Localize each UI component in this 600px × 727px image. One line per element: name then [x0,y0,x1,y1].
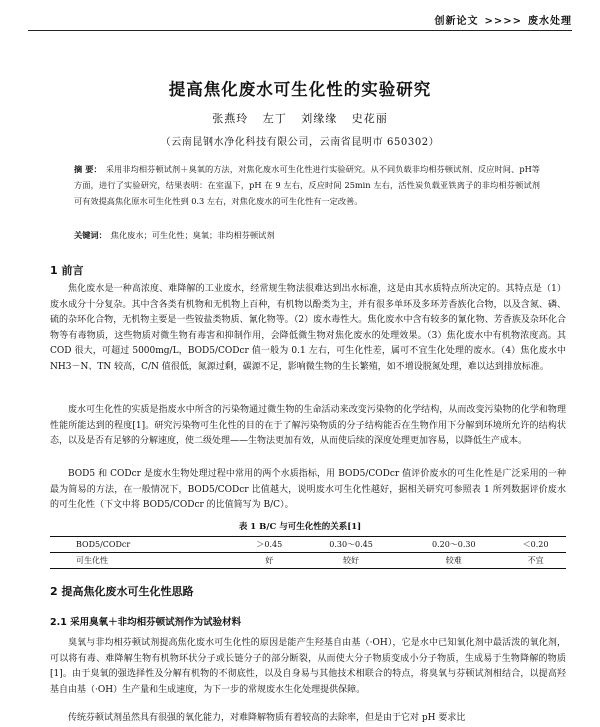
table-cell: 较难 [402,553,505,569]
paragraph-intro: 焦化废水是一种高浓度、难降解的工业废水，经常规生物法很难达到出水标准，这是由其水质特点所决定的。其特点是（1）废水成分十分复杂。其中含各类有机物和无机物上百种，有机物以酚类为主，并有很多单环及多环芳香族化合物，以及含氮、磷、硫的杂环化合物，无机物主要是一些铵盐类物质、氰化物等。（2）废水毒性大。焦化废水中含有较多的氰化物、芳香族及杂环化合物等有毒物质，这些物质对微生物有毒害和抑制作用，会降低微生物对焦化废水的处理效果。（3）焦化废水中有机物浓度高。其 COD 很大，可超过 5000mg/L，BOD5/CODcr 值一般为 0.1 左右，可生化性差，属可不宜生化处理的废水。（4）焦化废水中 NH3－N、TN 较高，C/N 值很低，氮源过剩，碳源不足，影响微生物的生长繁殖，如不增设脱氮处理，难以达到排放标准。 [50,284,566,372]
running-header [434,12,572,27]
table-cell: 好 [239,553,300,569]
table-cell: 较好 [300,553,403,569]
keywords-label: 关键词： [74,230,107,240]
paragraph-fenton-traditional: 传统芬顿试剂虽然具有很强的氧化能力，对难降解物质有着较高的去除率，但是由于它对 pH 要求比 [68,713,466,723]
abstract [74,161,540,209]
header-journal: 废水处理 [528,16,572,27]
table-header-cell: 0.20～0.30 [402,537,505,553]
keywords [74,228,540,242]
affiliation: （云南昆钢水净化科技有限公司，云南省昆明市 650302） [160,137,440,148]
header-section: 创新论文 [434,16,479,27]
section-heading-intro: 1 前言 [50,264,84,277]
table-header-cell: BOD5/CODcr [50,537,239,553]
table-header-cell: ＜0.20 [505,537,566,553]
abstract-text: 采用非均相芬顿试剂＋臭氧的方法，对焦化废水可生化性进行实验研究。从不同负载非均相芬顿试剂、反应时间、pH等方面，进行了实验研究，结果表明：在室温下，pH 在 9 左右，反应时间 25min 左右，活性炭负载亚铁离子的非均相芬顿试剂可有效提高焦化原水可生化性到 0.3 左右，对焦化废水的可生化性有一定改善。 [74,164,540,206]
subsection-heading-materials: 2.1 采用臭氧＋非均相芬顿试剂作为试验材料 [50,617,242,628]
paragraph-bod-cod: BOD5 和 CODcr 是废水生物处理过程中常用的两个水质指标，用 BOD5/CODcr 值评价废水的可生化性是广泛采用的一种最为简易的方法，在一般情况下，BOD5/CODcr 比值越大，说明废水可生化性越好，据相关研究可参照表 1 所列数据评价废水的可生化性（下文中将 BOD5/CODcr 的比值简写为 B/C）。 [50,469,566,511]
paper-title: 提高焦化废水可生化性的实验研究 [168,80,432,99]
abstract-label: 摘 要： [74,164,102,174]
table-row [50,553,566,569]
header-rule [28,30,572,31]
bc-table [50,536,566,569]
paragraph-biodegradability: 废水可生化性的实质是指废水中所含的污染物通过微生物的生命活动来改变污染物的化学结构，从而改变污染物的化学和物理性能所能达到的程度[1]。研究污染物可生化性的目的在于了解污染物质的分子结构能否在生物作用下分解到环境所允许的结构状态，以及是否有足够的分解速度，使二级处理——生物法更加有效，从而使后续的深度处理更加容易，以降低生产成本。 [50,405,566,447]
table-cell: 可生化性 [50,553,239,569]
header-arrows: >>>> [484,16,522,27]
authors: 张燕玲 左丁 刘缘缘 史花丽 [212,112,388,125]
table-cell: 不宜 [505,553,566,569]
section-heading-approach: 2 提高焦化废水可生化性思路 [50,585,194,598]
table-caption: 表 1 B/C 与可生化性的关系[1] [238,522,362,532]
table-header-cell: ＞0.45 [239,537,300,553]
table-header-cell: 0.30～0.45 [300,537,403,553]
paragraph-ozone-fenton: 臭氧与非均相芬顿试剂提高焦化废水可生化性的原因是能产生羟基自由基（·OH），它是水中已知氧化剂中最活泼的氧化剂，可以将有毒、难降解生物有机物环状分子或长链分子的部分断裂，从而使大分子物质变成小分子物质，生成易于生物降解的物质[1]。由于臭氧的强选择性及分解有机物的不彻底性，以及自身易与其他技术相联合的特点，将臭氧与芬顿试剂相结合，以提高羟基自由基（·OH）生产量和生成速度，为下一步的常规废水生化处理提供保障。 [50,638,566,695]
keywords-text: 焦化废水；可生化性；臭氧；非均相芬顿试剂 [110,230,275,240]
table-header-row [50,537,566,553]
